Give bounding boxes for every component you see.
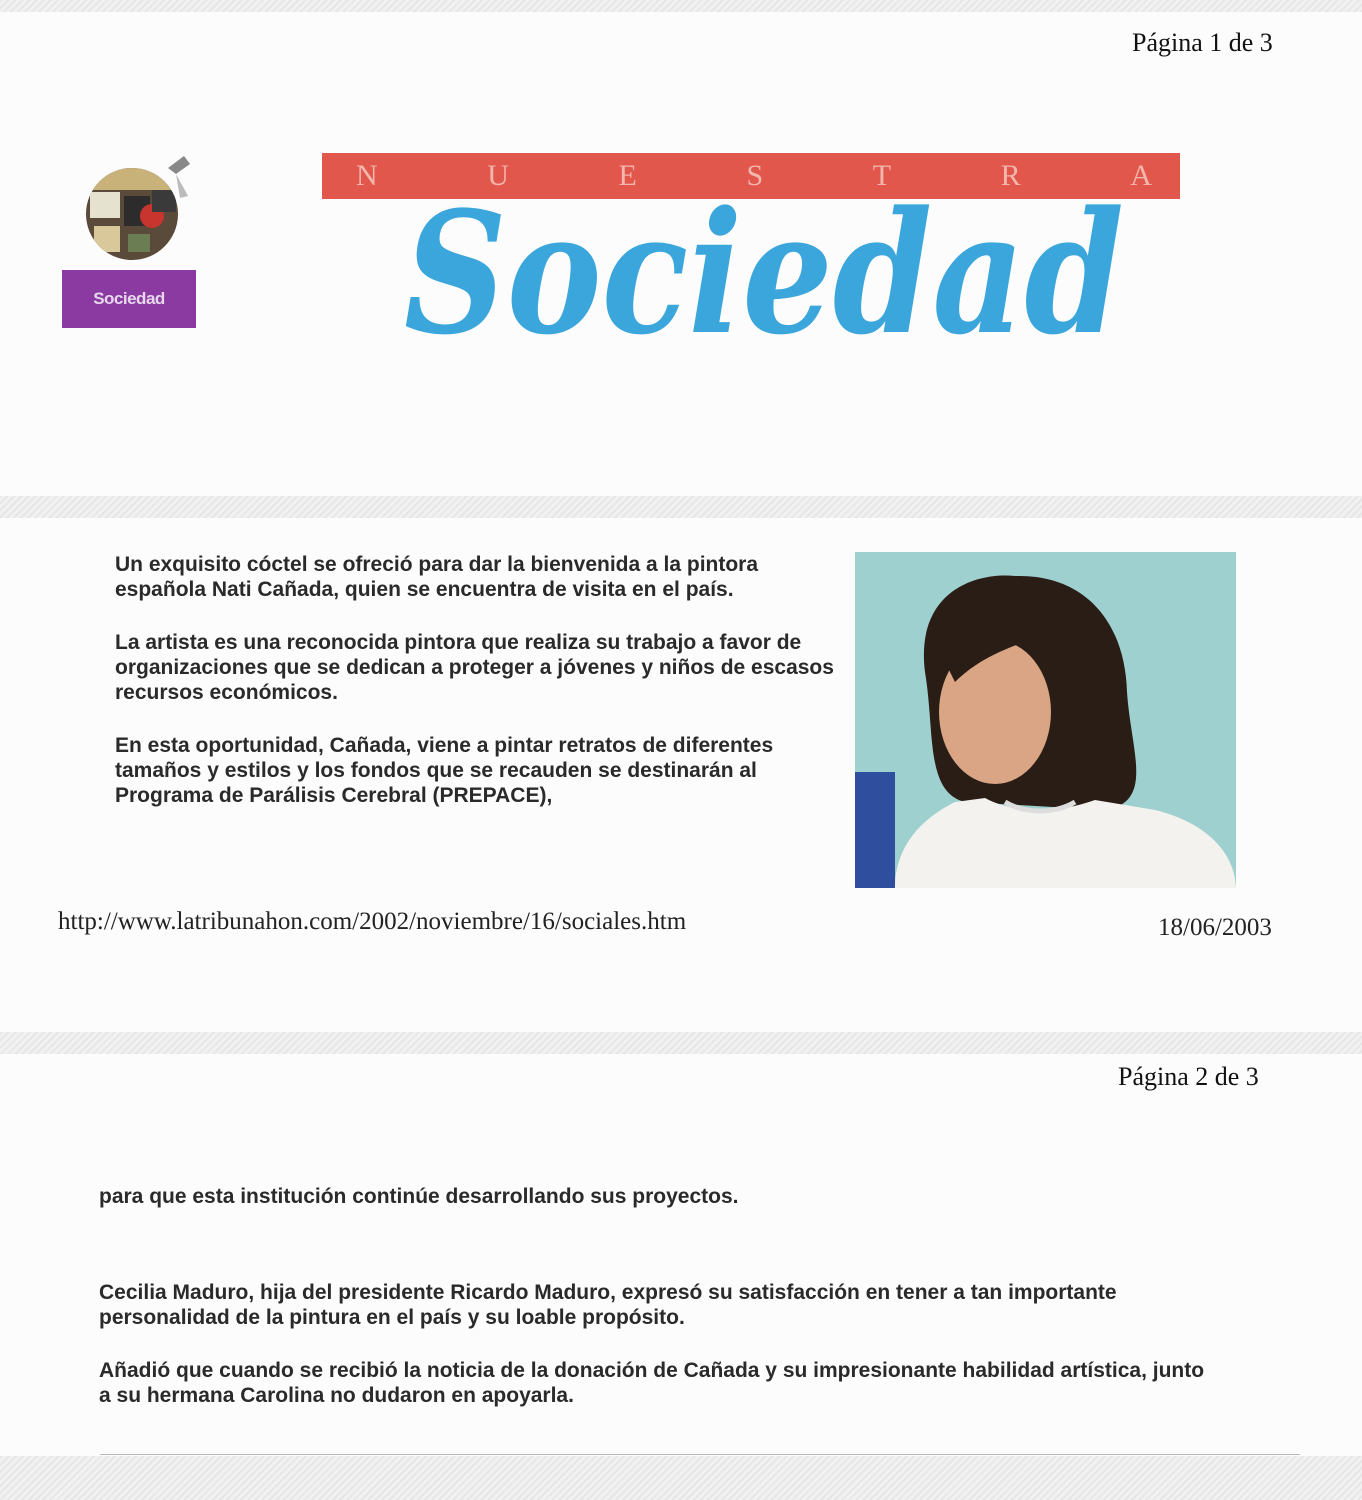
source-url[interactable]: http://www.latribunahon.com/2002/noviembre/16/sociales.htm: [58, 908, 687, 935]
page-number: Página 1 de 3: [1132, 28, 1273, 57]
article-body-continued: [99, 1184, 739, 1237]
paragraph: Un exquisito cóctel se ofreció para dar la bienvenida a la pintora española Nati Cañada, quien se encuentra de visita en el país.: [115, 553, 759, 601]
article-body: [115, 552, 845, 836]
masthead-letter: S: [746, 159, 764, 192]
masthead-letter: U: [487, 159, 509, 192]
masthead-letter: R: [1000, 159, 1021, 192]
masthead-letter: E: [618, 159, 637, 192]
portrait-photo: [855, 552, 1236, 888]
paragraph: para que esta institución continúe desarrollando sus proyectos.: [99, 1185, 739, 1208]
page-1-sheet: [0, 12, 1362, 496]
page-number: Página 2 de 3: [1118, 1062, 1259, 1091]
masthead-letter: T: [872, 159, 892, 192]
masthead-title-text: Sociedad: [404, 174, 1124, 370]
paragraph: En esta oportunidad, Cañada, viene a pintar retratos de diferentes tamaños y estilos y los fondos que se recauden se destinarán al Programa de Parálisis Cerebral (PREPACE),: [115, 734, 774, 807]
divider: [100, 1454, 1300, 1455]
paragraph: La artista es una reconocida pintora que realiza su trabajo a favor de organizaciones que se dedican a proteger a jóvenes y niños de escasos recursos económicos.: [115, 631, 834, 704]
masthead-letter: N: [356, 159, 378, 192]
article-body-continued: [99, 1280, 1209, 1436]
page-2-sheet: [0, 1054, 1362, 1456]
paragraph: Cecilia Maduro, hija del presidente Ricardo Maduro, expresó su satisfacción en tener a tan importante personalidad de la pintura en el país y su loable propósito.: [99, 1281, 1117, 1329]
paragraph: Añadió que cuando se recibió la noticia de la donación de Cañada y su impresionante habilidad artística, junto a su hermana Carolina no dudaron en apoyarla.: [99, 1359, 1205, 1407]
masthead-title: [384, 150, 1144, 370]
page-1-article-sheet: [0, 518, 1362, 1032]
masthead-letter: A: [1130, 159, 1152, 192]
sociedad-section-badge[interactable]: Sociedad: [62, 270, 196, 328]
print-date: 18/06/2003: [1158, 914, 1272, 941]
sociedad-logo-icon: [80, 156, 192, 268]
